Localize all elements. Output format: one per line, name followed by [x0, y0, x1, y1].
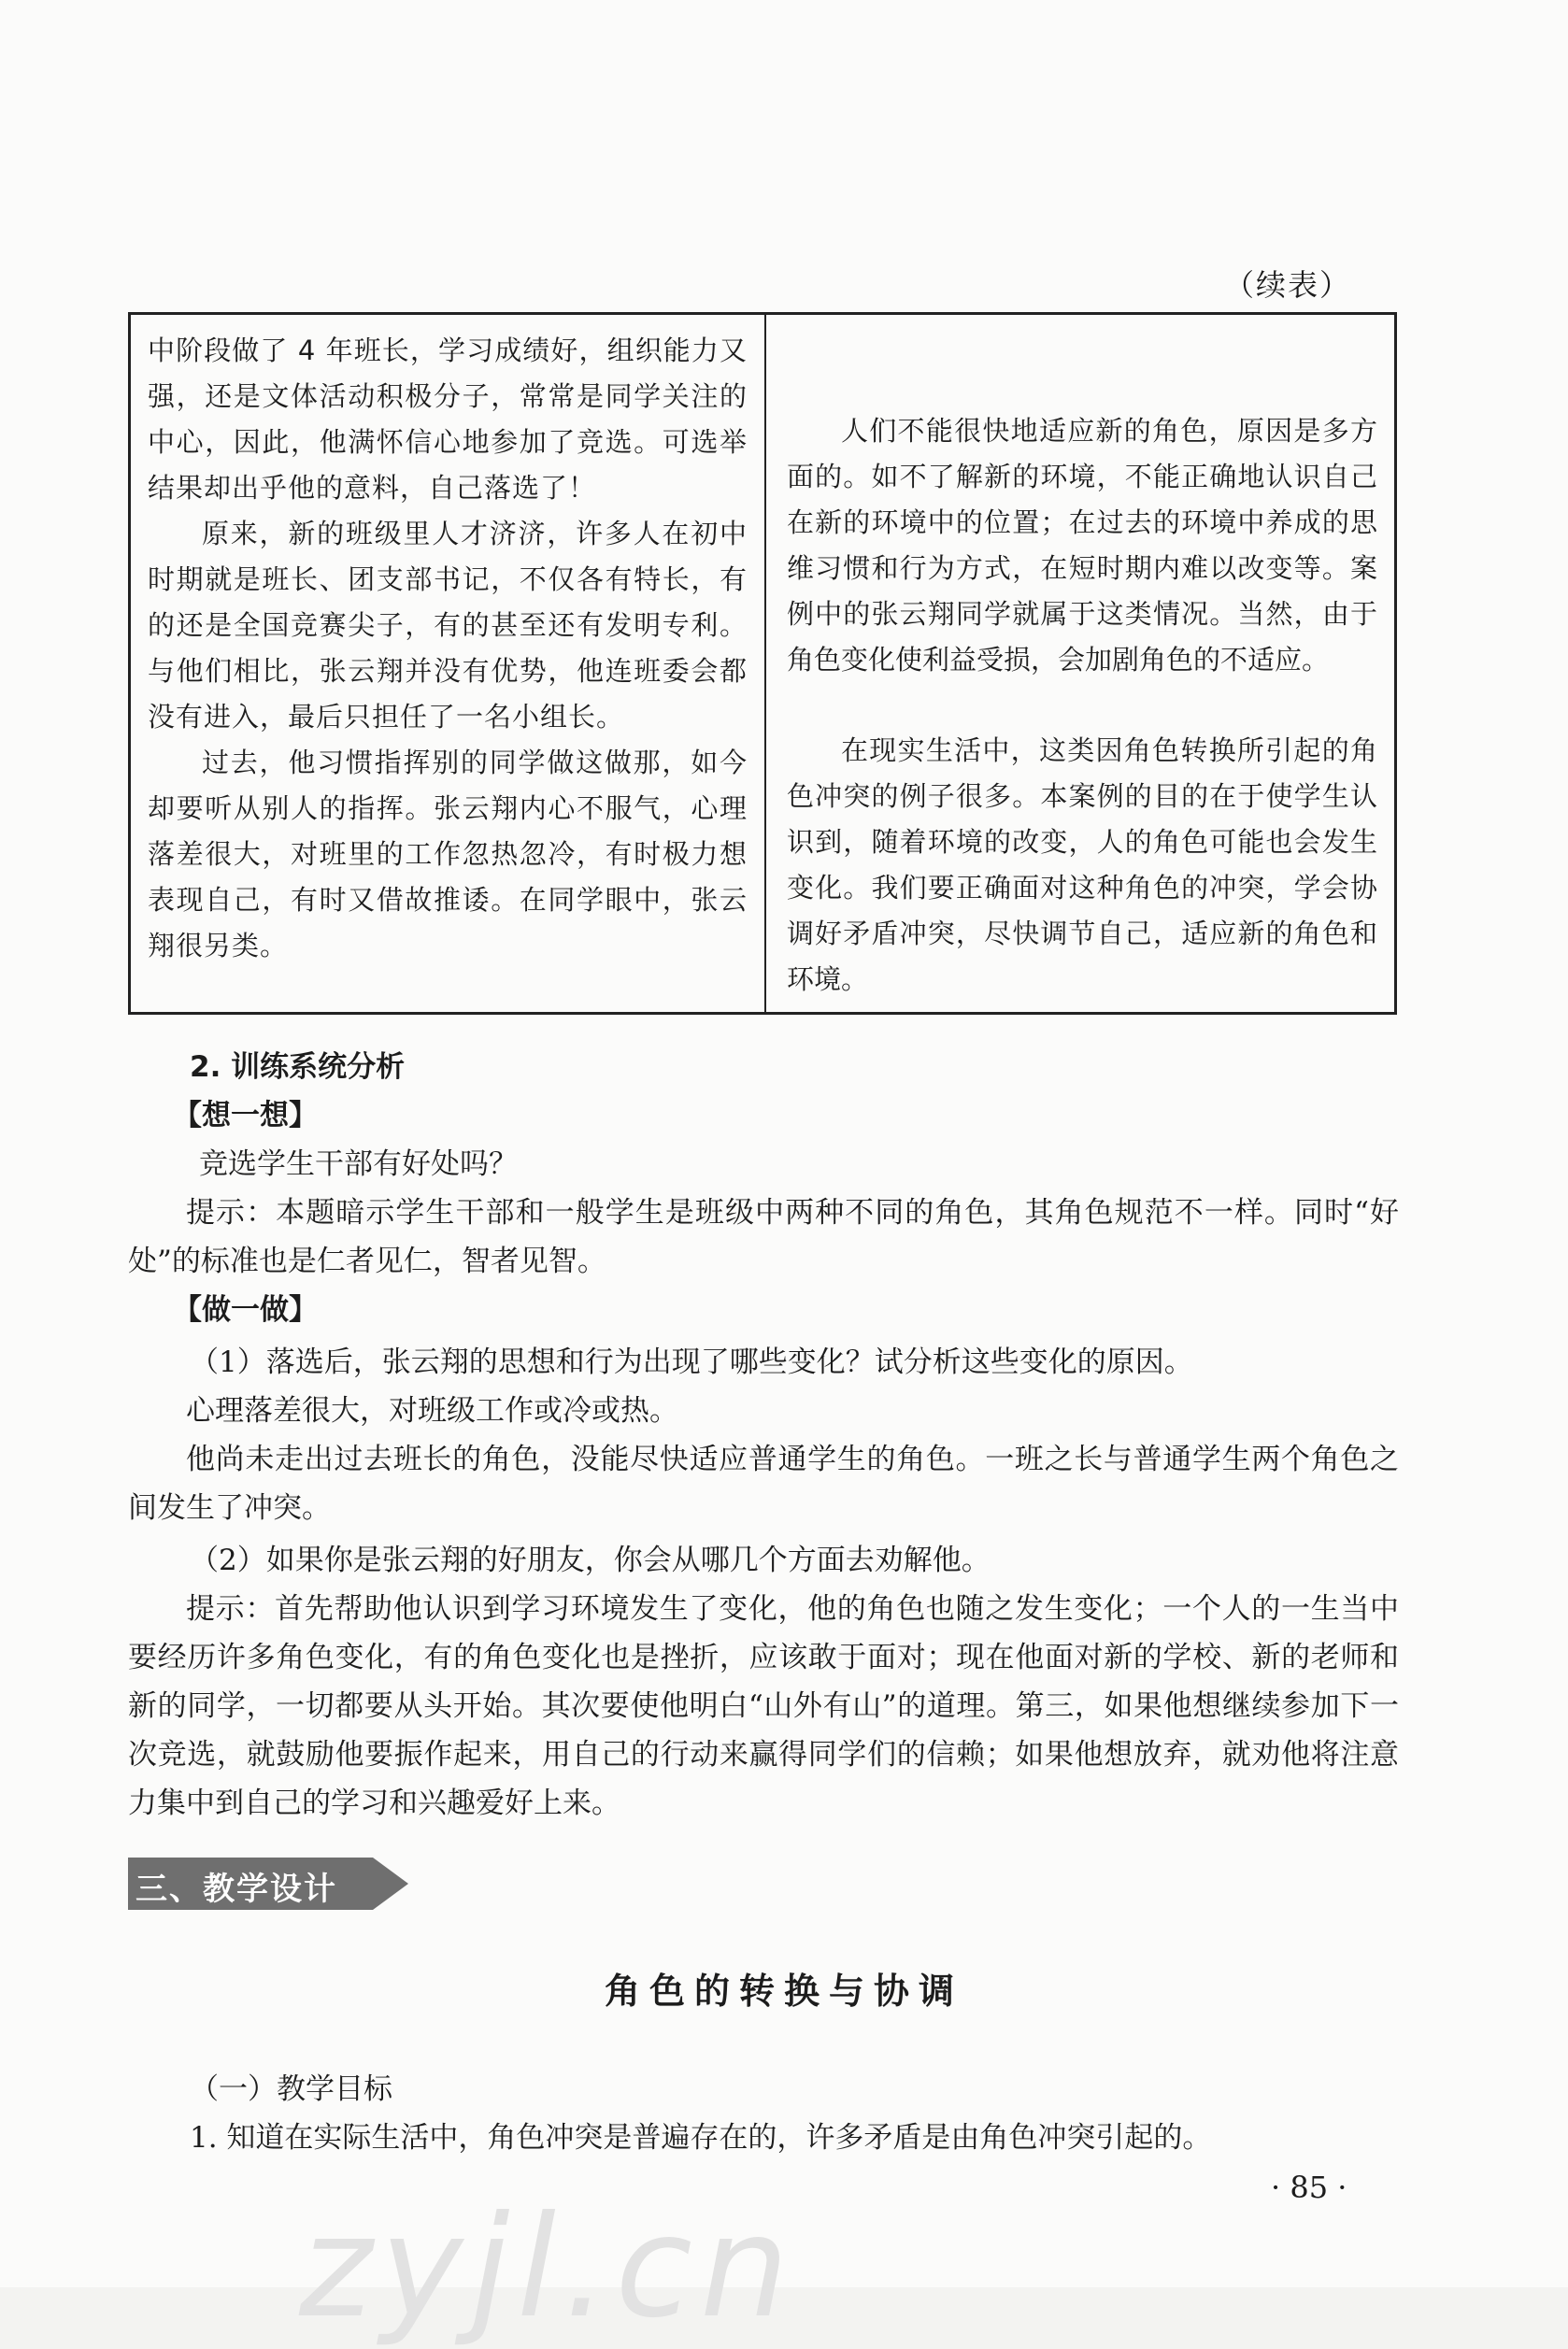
answer-2: 提示：首先帮助他认识到学习环境发生了变化，他的角色也随之发生变化；一个人的一生当中要经历许多角色变化，有的角色变化也是挫折，应该敢于面对；现在他面对新的学校、新的老师和新的同学，一切都要从头开始。其次要使他明白“山外有山”的道理。第三，如果他想继续参加下一次竞选，就鼓励他要振作起来，用自己的行动来赢得同学们的信赖；如果他想放弃，就劝他将注意力集中到自己的学习和兴趣爱好上来。: [128, 1592, 1399, 1820]
question-2: （2）如果你是张云翔的好朋友，你会从哪几个方面去劝解他。: [190, 1544, 991, 1577]
think-label: 【想一想】: [173, 1099, 318, 1132]
analysis-heading: 2. 训练系统分析: [190, 1050, 406, 1084]
continued-label: （续表）: [1224, 267, 1352, 303]
case-left-paragraph-2: 原来，新的班级里人才济济，许多人在初中时期就是班长、团支部书记，不仅各有特长，有的还是全国竞赛尖子，有的甚至还有发明专利。与他们相比，张云翔并没有优势，他连班委会都没有进入，最后只担任了一名小组长。: [148, 518, 748, 733]
goal-heading: （一）教学目标: [190, 2072, 392, 2106]
analysis-section: [128, 1043, 1399, 1828]
section-banner: [128, 1858, 418, 1910]
do-label: 【做一做】: [173, 1293, 318, 1327]
goal-item-1: 1. 知道在实际生活中，角色冲突是普遍存在的，许多矛盾是由角色冲突引起的。: [190, 2121, 1212, 2155]
case-table: [128, 312, 1397, 1015]
answer-1-line-1: 心理落差很大，对班级工作或冷或热。: [186, 1394, 678, 1428]
case-right-paragraph-2: 在现实生活中，这类因角色转换所引起的角色冲突的例子很多。本案例的目的在于使学生认识到，随着环境的改变，人的角色可能也会发生变化。我们要正确面对这种角色的冲突，学会协调好矛盾冲突，尽快调节自己，适应新的角色和环境。: [787, 734, 1377, 995]
watermark: zyjl.cn: [299, 2186, 797, 2349]
question-1: （1）落选后，张云翔的思想和行为出现了哪些变化？试分析这些变化的原因。: [190, 1345, 1193, 1379]
think-question: 竞选学生干部有好处吗？: [199, 1147, 518, 1181]
case-left-paragraph-1: 中阶段做了 4 年班长，学习成绩好，组织能力又强，还是文体活动积极分子，常常是同学关注的中心，因此，他满怀信心地参加了竞选。可选举结果却出乎他的意料，自己落选了！: [148, 335, 748, 504]
case-right-paragraph-1: 人们不能很快地适应新的角色，原因是多方面的。如不了解新的环境，不能正确地认识自己在新的环境中的位置；在过去的环境中养成的思维习惯和行为方式，在短时期内难以改变等。案例中的张云翔同学就属于这类情况。当然，由于角色变化使利益受损，会加剧角色的不适应。: [787, 415, 1377, 676]
case-left-paragraph-3: 过去，他习惯指挥别的同学做这做那，如今却要听从别人的指挥。张云翔内心不服气，心理落差很大，对班里的工作忽热忽冷，有时极力想表现自己，有时又借故推诿。在同学眼中，张云翔很另类。: [148, 747, 748, 961]
lesson-title: 角色的转换与协调: [604, 1970, 963, 2012]
think-hint: 提示：本题暗示学生干部和一般学生是班级中两种不同的角色，其角色规范不一样。同时“好处”的标准也是仁者见仁，智者见智。: [128, 1196, 1399, 1278]
section-banner-label: 三、教学设计: [135, 1871, 337, 1908]
page-number: · 85 ·: [1271, 2170, 1347, 2205]
goals-section: [128, 2065, 1399, 2162]
answer-1-line-2: 他尚未走出过去班长的角色，没能尽快适应普通学生的角色。一班之长与普通学生两个角色之间发生了冲突。: [128, 1443, 1399, 1525]
case-left-cell: [131, 315, 766, 1012]
case-right-cell: [766, 315, 1394, 1012]
